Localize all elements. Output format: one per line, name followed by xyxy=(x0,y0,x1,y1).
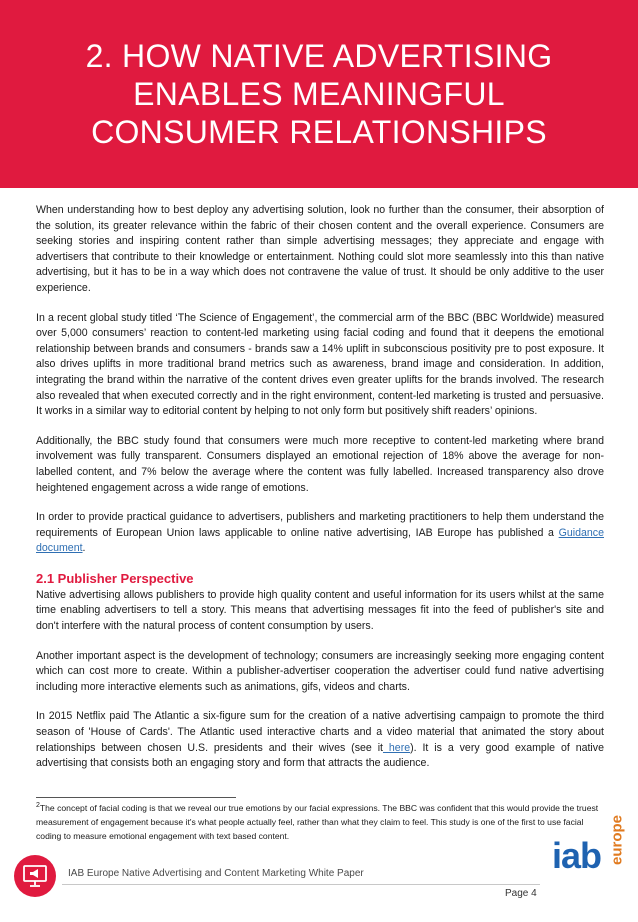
page-title-line-3: CONSUMER RELATIONSHIPS xyxy=(91,114,547,150)
guidance-text-end: . xyxy=(82,542,86,555)
paragraph-publishers: Native advertising allows publishers to provide high quality content and useful information for its users whilst at the same time enabling advertisers to tell a story. This means that advertising messages fit into the feed of publisher's site and don't interfere with the natural process of content consumption by users. xyxy=(36,588,604,633)
paragraph-bbc-study: In a recent global study titled ‘The Science of Engagement’, the commercial arm of the BBC (BBC Worldwide) measured over 5,000 consumers’ reaction to content-led marketing using facial coding and found that it deepens the emotional relationship between brands and consumers - brands saw a 14% uplift in subconscious positivity pre to post exposure. It also drives uplifts in more traditional brand metrics such as awareness, brand image and consideration. In addition, integrating the brand within the narrative of the content drives even greater uplifts for the brands involved. The research also revealed that when executed correctly and in the right environment, content-led marketing is trusted and persuasive. It works in a similar way to editorial content by helping to not only form but positively shift readers’ opinions. xyxy=(36,311,604,418)
here-link[interactable]: here xyxy=(383,741,411,754)
page-number: Page 4 xyxy=(505,888,537,899)
paragraph-technology: Another important aspect is the development of technology; consumers are increasingly seeking more engaging content which can cost more to create. Within a publisher-advertiser cooperation the advertiser could fund native advertising including more interactive elements such as animations, gifs, videos and charts. xyxy=(36,649,604,693)
footnote-number: 2 xyxy=(36,802,40,809)
footnote-divider xyxy=(36,797,236,798)
presentation-megaphone-icon xyxy=(14,855,56,897)
footer-divider xyxy=(62,884,540,885)
paragraph-netflix xyxy=(36,709,604,771)
paragraph-guidance xyxy=(36,510,604,557)
iab-europe-logo xyxy=(552,808,632,888)
guidance-document-link[interactable]: Guidance document xyxy=(36,526,604,555)
netflix-text: In 2015 Netflix paid The Atlantic a six-figure sum for the creation of a native advertising campaign to promote the third season of 'House of Cards'. The Atlantic used interactive charts and a video material that animated the story about relationships between chosen U.S. presidents and their wives (see it xyxy=(36,710,604,754)
page-header-banner xyxy=(0,0,638,188)
section-heading-publisher: 2.1 Publisher Perspective xyxy=(36,570,194,586)
logo-iab-text: iab xyxy=(552,835,602,876)
logo-europe-text: europe xyxy=(608,815,626,866)
page-title-line-2: ENABLES MEANINGFUL xyxy=(133,76,505,112)
paragraph-transparency: Additionally, the BBC study found that consumers were much more receptive to content-led marketing where brand involvement was fully transparent. Consumers displayed an emotional rejection of 18% above the average for non-labelled content, and 7% below the average where the content was fully labelled. Increased transparency also drove heightened engagement across a wide range of emotions. xyxy=(36,434,604,494)
footer-document-title: IAB Europe Native Advertising and Content Marketing White Paper xyxy=(68,868,364,879)
paragraph-understanding: When understanding how to best deploy any advertising solution, look no further than the consumer, their absorption of the solution, its greater relevance within the fabric of their chosen content and the overall experience. Consumers are seeking stories and inspiring content rather than simple advertising messages; they appreciate and engage with advertisers that contribute to their knowledge or entertainment. Nothing could slot more seamlessly into this than native advertising, but it has to be in a way which does not contravene the value of trust. It should be only additive to the user experience. xyxy=(36,204,604,294)
netflix-text-end: ). It is a very good example of native advertising that consists both an engaging story and form that attracts the audience. xyxy=(36,741,604,770)
body-text xyxy=(36,203,604,772)
footnote-text: The concept of facial coding is that we reveal our true emotions by our facial expressions. The BBC was confident that this would provide the truest measurement of engagement because it's what people actually feel, rather than what they claim to feel. This study is one of the first to use facial coding to measure emotional engagement with text based content. xyxy=(36,803,599,841)
footnote xyxy=(36,801,604,843)
guidance-text: In order to provide practical guidance to advertisers, publishers and marketing practitioners to help them understand the requirements of European Union laws applicable to online native advertising, IAB Europe has published a xyxy=(36,511,604,539)
page-title-line-1: 2. HOW NATIVE ADVERTISING xyxy=(85,38,553,74)
